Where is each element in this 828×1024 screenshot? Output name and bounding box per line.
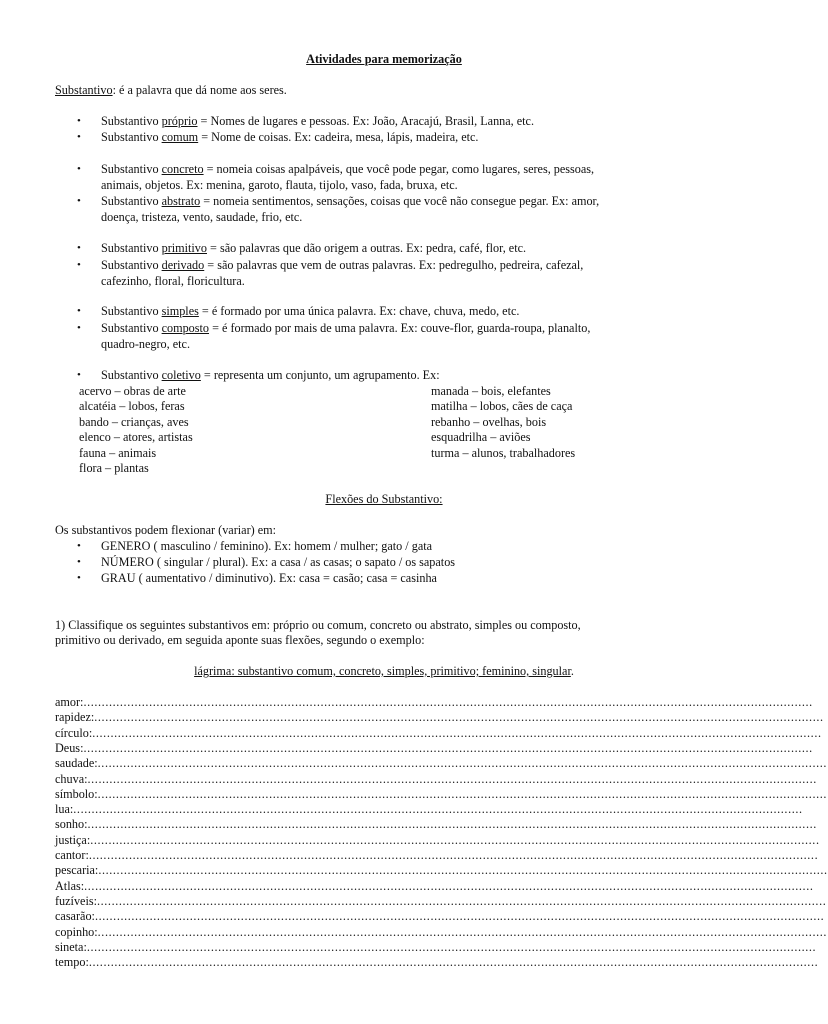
answer-blank[interactable]: ........................................................................................................................................................................................................ <box>97 786 828 801</box>
collective-item: bando – crianças, aves <box>79 415 189 429</box>
collective-item: esquadrilha – aviões <box>431 430 531 444</box>
answer-line[interactable] <box>55 909 825 924</box>
answer-blank[interactable]: ........................................................................................................................................................................................................ <box>88 848 819 862</box>
answer-word: sonho <box>55 817 85 832</box>
answer-line[interactable] <box>55 817 817 832</box>
answer-colon: : <box>94 756 98 771</box>
answer-line[interactable] <box>55 878 814 894</box>
bullet-icon: • <box>77 322 81 334</box>
answer-word: casarão <box>55 909 92 924</box>
answer-colon: : <box>86 832 91 847</box>
list-item: Substantivo comum = Nome de coisas. Ex: cadeira, mesa, lápis, madeira, etc. <box>101 130 479 144</box>
answer-word: Atlas <box>55 878 81 893</box>
answer-word: rapidez <box>55 710 91 725</box>
bullet-icon: • <box>77 259 81 271</box>
collective-item: turma – alunos, trabalhadores <box>431 446 576 460</box>
answer-blank[interactable]: ........................................................................................................................................................................................................ <box>94 710 824 725</box>
answer-word: sineta <box>55 939 84 954</box>
answer-word: tempo <box>55 955 86 970</box>
answer-word: círculo <box>55 725 89 740</box>
list-item-continuation: animais, objetos. Ex: menina, garoto, flauta, tijolo, vaso, fada, bruxa, etc. <box>101 178 458 192</box>
answer-line[interactable] <box>55 786 828 802</box>
bullet-icon: • <box>77 540 81 552</box>
list-item-continuation: doença, tristeza, vento, saudade, frio, etc. <box>101 210 303 224</box>
answer-colon: : <box>80 878 85 893</box>
answer-line[interactable] <box>55 740 813 756</box>
answer-word: cantor <box>55 848 86 862</box>
answer-colon: : <box>85 955 89 970</box>
answer-line[interactable] <box>55 832 820 848</box>
bullet-icon: • <box>77 572 81 584</box>
answer-word: saudade <box>55 756 95 771</box>
answer-blank[interactable]: ........................................................................................................................................................................................................ <box>73 802 803 817</box>
answer-line[interactable] <box>55 848 819 863</box>
list-item: Substantivo próprio = Nomes de lugares e pessoas. Ex: João, Aracajú, Brasil, Lanna, etc. <box>101 114 535 128</box>
answer-colon: : <box>84 817 88 832</box>
answer-blank[interactable]: ........................................................................................................................................................................................................ <box>96 893 827 908</box>
answer-word: pescaria <box>55 863 95 878</box>
answer-colon: : <box>93 893 97 908</box>
answer-blank[interactable]: ........................................................................................................................................................................................................ <box>98 863 828 878</box>
bullet-icon: • <box>77 242 81 254</box>
answer-colon: : <box>94 863 99 878</box>
answer-blank[interactable]: ........................................................................................................................................................................................................ <box>87 771 817 786</box>
definition <box>55 83 287 98</box>
answer-line[interactable] <box>55 924 828 940</box>
list-item: Substantivo composto = é formado por mais de uma palavra. Ex: couve-flor, guarda-roupa, planalto, <box>101 321 591 335</box>
list-item: Substantivo coletivo = representa um conjunto, um agrupamento. Ex: <box>101 368 440 382</box>
answer-colon: : <box>80 740 84 755</box>
answer-line[interactable] <box>55 695 813 710</box>
answer-colon: : <box>88 725 93 740</box>
bullet-icon: • <box>77 305 81 317</box>
list-item-continuation: cafezinho, floral, floricultura. <box>101 274 245 288</box>
page-title: Atividades para memorização <box>306 52 462 66</box>
answer-line[interactable] <box>55 725 822 741</box>
flexoes-intro: Os substantivos podem flexionar (variar) em: <box>55 523 277 537</box>
answer-line[interactable] <box>55 802 803 817</box>
list-item: Substantivo simples = é formado por uma única palavra. Ex: chave, chuva, medo, etc. <box>101 304 520 318</box>
answer-blank[interactable]: ........................................................................................................................................................................................................ <box>92 725 822 740</box>
answer-line[interactable] <box>55 863 828 878</box>
answer-blank[interactable]: ........................................................................................................................................................................................................ <box>83 740 813 755</box>
answer-line[interactable] <box>55 955 819 970</box>
list-item: Substantivo abstrato = nomeia sentimentos, sensações, coisas que você não consegue pegar. Ex: amor, <box>101 194 600 208</box>
flexao-item: GRAU ( aumentativo / diminutivo). Ex: casa = casão; casa = casinha <box>101 571 437 585</box>
answer-blank[interactable]: ........................................................................................................................................................................................................ <box>86 939 817 954</box>
section-title: Flexões do Substantivo: <box>325 492 443 506</box>
bullet-icon: • <box>77 195 81 207</box>
answer-colon: : <box>94 786 98 801</box>
answer-colon: : <box>80 695 84 709</box>
answer-blank[interactable]: ........................................................................................................................................................................................................ <box>83 695 813 709</box>
bullet-icon: • <box>77 369 81 381</box>
collective-item: matilha – lobos, cães de caça <box>431 399 573 413</box>
bullet-icon: • <box>77 556 81 568</box>
answer-word: chuva <box>55 771 85 786</box>
answer-word: justiça <box>55 832 87 847</box>
answer-blank[interactable]: ........................................................................................................................................................................................................ <box>88 955 819 970</box>
flexao-item: NÚMERO ( singular / plural). Ex: a casa / as casas; o sapato / os sapatos <box>101 555 456 569</box>
answer-blank[interactable]: ........................................................................................................................................................................................................ <box>87 817 817 832</box>
answer-word: amor <box>55 695 81 709</box>
list-item-continuation: quadro-negro, etc. <box>101 337 190 351</box>
definition-term: Substantivo <box>55 83 113 97</box>
answer-line[interactable] <box>55 893 827 909</box>
answer-blank[interactable]: ........................................................................................................................................................................................................ <box>90 832 820 847</box>
answer-word: lua <box>55 802 70 817</box>
answer-blank[interactable]: ........................................................................................................................................................................................................ <box>84 878 814 893</box>
bullet-icon: • <box>77 163 81 175</box>
answer-blank[interactable]: ........................................................................................................................................................................................................ <box>97 924 828 939</box>
exercise-instruction: primitivo ou derivado, em seguida aponte suas flexões, segundo o exemplo: <box>55 633 425 647</box>
list-item: Substantivo derivado = são palavras que vem de outras palavras. Ex: pedregulho, pedreira, cafezal, <box>101 258 584 272</box>
answer-line[interactable] <box>55 710 824 725</box>
collective-item: alcatéia – lobos, feras <box>79 399 185 413</box>
exercise-example: lágrima: substantivo comum, concreto, simples, primitivo; feminino, singular. <box>194 664 574 678</box>
answer-colon: : <box>83 939 87 954</box>
answer-blank[interactable]: ........................................................................................................................................................................................................ <box>97 756 828 771</box>
answer-word: Deus <box>55 740 81 755</box>
collective-item: acervo – obras de arte <box>79 384 186 398</box>
bullet-icon: • <box>77 131 81 143</box>
answer-colon: : <box>90 710 95 725</box>
collective-item: fauna – animais <box>79 446 157 460</box>
answer-line[interactable] <box>55 771 817 787</box>
list-item: Substantivo concreto = nomeia coisas apalpáveis, que você pode pegar, como lugares, seres, pessoas, <box>101 162 595 176</box>
answer-word: símbolo <box>55 786 95 801</box>
answer-line[interactable] <box>55 939 817 955</box>
list-item: Substantivo primitivo = são palavras que dão origem a outras. Ex: pedra, café, flor, etc. <box>101 241 527 255</box>
flexao-item: GENERO ( masculino / feminino). Ex: homem / mulher; gato / gata <box>101 539 433 553</box>
answer-colon: : <box>69 802 74 817</box>
answer-colon: : <box>94 924 98 939</box>
answer-blank[interactable]: ........................................................................................................................................................................................................ <box>94 909 825 924</box>
answer-colon: : <box>84 771 88 786</box>
answer-word: fuzíveis <box>55 893 94 908</box>
answer-line[interactable] <box>55 756 828 771</box>
answer-colon: : <box>91 909 95 924</box>
definition-text: : é a palavra que dá nome aos seres. <box>112 83 287 97</box>
answer-colon: : <box>85 848 89 862</box>
collective-item: rebanho – ovelhas, bois <box>431 415 547 429</box>
exercise-instruction: 1) Classifique os seguintes substantivos em: próprio ou comum, concreto ou abstrato, simples ou composto, <box>55 618 581 632</box>
collective-item: manada – bois, elefantes <box>431 384 551 398</box>
bullet-icon: • <box>77 115 81 127</box>
answer-word: copinho <box>55 924 95 939</box>
collective-item: flora – plantas <box>79 461 149 475</box>
collective-item: elenco – atores, artistas <box>79 430 193 444</box>
